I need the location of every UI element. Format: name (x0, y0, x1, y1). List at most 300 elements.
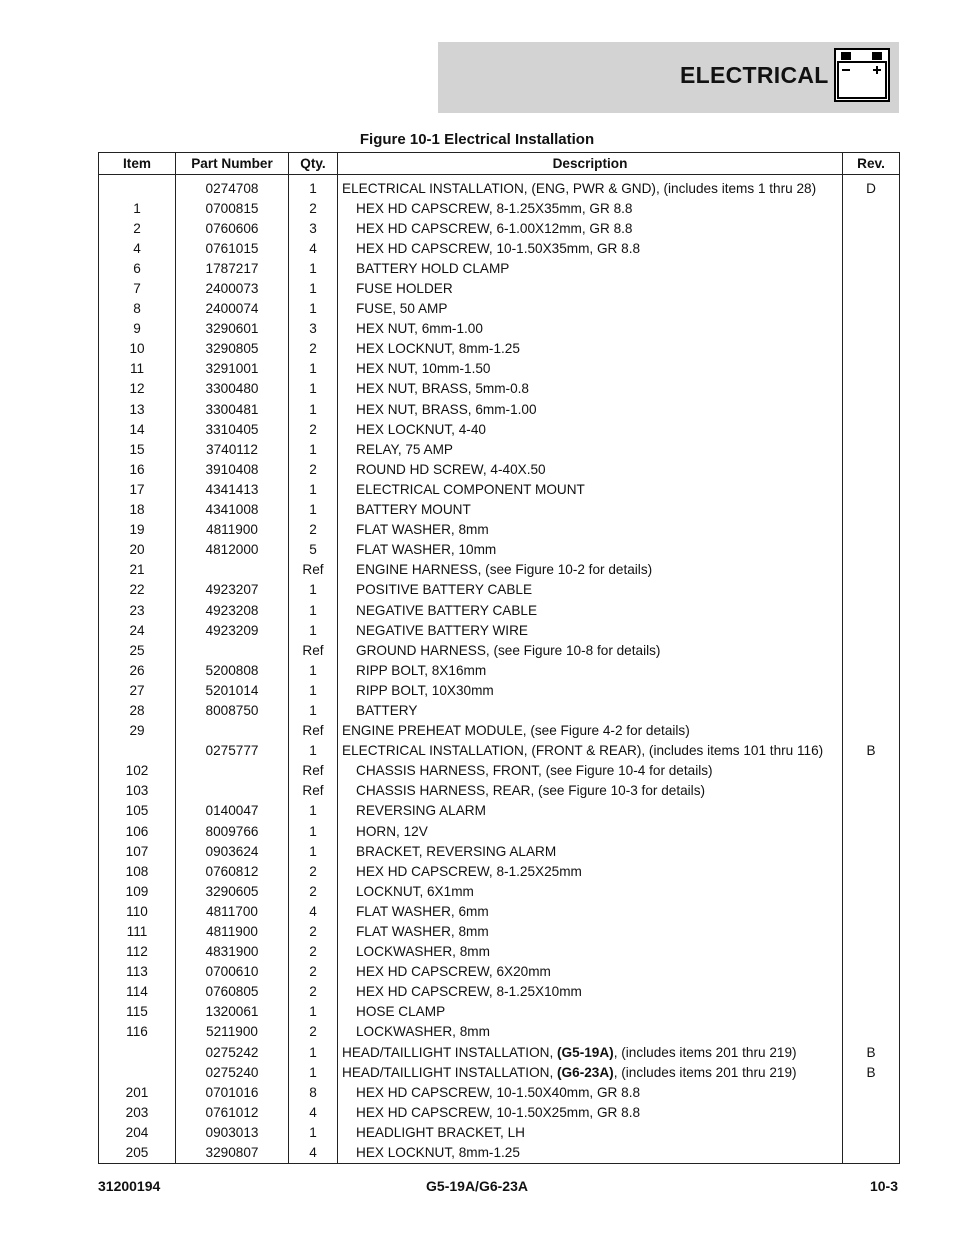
rev-cell (843, 379, 900, 399)
table-row (99, 379, 900, 399)
description-cell: HEX LOCKNUT, 8mm-1.25 (338, 339, 843, 359)
item-cell: 7 (99, 278, 176, 298)
description-cell: FLAT WASHER, 10mm (338, 540, 843, 560)
rev-cell (843, 319, 900, 339)
col-header-item: Item (99, 153, 176, 175)
description-cell: FLAT WASHER, 8mm (338, 520, 843, 540)
item-cell (99, 1062, 176, 1082)
part-number-cell: 8009766 (176, 821, 289, 841)
table-row (99, 721, 900, 741)
qty-cell: 1 (289, 1002, 338, 1022)
part-number-cell: 0760805 (176, 982, 289, 1002)
description-text: HEAD/TAILLIGHT INSTALLATION, (342, 1044, 558, 1060)
part-number-cell: 4923209 (176, 620, 289, 640)
part-number-cell (176, 721, 289, 741)
table-row (99, 801, 900, 821)
qty-cell: Ref (289, 640, 338, 660)
item-cell: 204 (99, 1122, 176, 1142)
part-number-cell (176, 560, 289, 580)
description-cell: ELECTRICAL INSTALLATION, (FRONT & REAR), (includes items 101 thru 116) (338, 741, 843, 761)
item-cell: 9 (99, 319, 176, 339)
qty-cell: 5 (289, 540, 338, 560)
rev-cell (843, 339, 900, 359)
part-number-cell (176, 781, 289, 801)
description-cell: RELAY, 75 AMP (338, 439, 843, 459)
qty-cell: 1 (289, 175, 338, 199)
table-row (99, 319, 900, 339)
table-row (99, 439, 900, 459)
qty-cell: 1 (289, 660, 338, 680)
description-cell: HEX NUT, 10mm-1.50 (338, 359, 843, 379)
description-cell (338, 1062, 843, 1082)
table-row (99, 198, 900, 218)
qty-cell: 1 (289, 600, 338, 620)
item-cell: 4 (99, 238, 176, 258)
description-cell: POSITIVE BATTERY CABLE (338, 580, 843, 600)
rev-cell (843, 841, 900, 861)
footer-doc-number: 31200194 (98, 1178, 161, 1194)
qty-cell: 1 (289, 299, 338, 319)
description-cell: FLAT WASHER, 6mm (338, 901, 843, 921)
item-cell: 110 (99, 901, 176, 921)
qty-cell: Ref (289, 560, 338, 580)
footer-page-number: 10-3 (869, 1178, 898, 1194)
rev-cell (843, 962, 900, 982)
table-row (99, 600, 900, 620)
item-cell: 10 (99, 339, 176, 359)
rev-cell (843, 660, 900, 680)
table-row (99, 459, 900, 479)
rev-cell (843, 761, 900, 781)
part-number-cell: 4812000 (176, 540, 289, 560)
table-row (99, 520, 900, 540)
qty-cell: 2 (289, 419, 338, 439)
rev-cell (843, 479, 900, 499)
table-row (99, 1062, 900, 1082)
description-cell: RIPP BOLT, 10X30mm (338, 680, 843, 700)
item-cell: 1 (99, 198, 176, 218)
col-header-rev: Rev. (843, 153, 900, 175)
description-cell: HEX HD CAPSCREW, 8-1.25X25mm (338, 861, 843, 881)
battery-icon (834, 48, 890, 102)
rev-cell (843, 1002, 900, 1022)
item-cell: 17 (99, 479, 176, 499)
table-row (99, 620, 900, 640)
qty-cell: 1 (289, 439, 338, 459)
rev-cell: B (843, 1042, 900, 1062)
qty-cell: 4 (289, 238, 338, 258)
part-number-cell: 4811900 (176, 921, 289, 941)
part-number-cell: 3300481 (176, 399, 289, 419)
part-number-cell: 1787217 (176, 258, 289, 278)
section-title: ELECTRICAL (680, 62, 829, 88)
table-row (99, 781, 900, 801)
item-cell: 201 (99, 1082, 176, 1102)
table-row (99, 540, 900, 560)
description-cell: CHASSIS HARNESS, FRONT, (see Figure 10-4 for details) (338, 761, 843, 781)
part-number-cell: 3290805 (176, 339, 289, 359)
description-cell: HEX NUT, BRASS, 6mm-1.00 (338, 399, 843, 419)
table-row (99, 278, 900, 298)
qty-cell: 1 (289, 479, 338, 499)
rev-cell (843, 359, 900, 379)
rev-cell (843, 680, 900, 700)
qty-cell: 1 (289, 580, 338, 600)
part-number-cell: 3290601 (176, 319, 289, 339)
rev-cell (843, 278, 900, 298)
item-cell: 11 (99, 359, 176, 379)
rev-cell (843, 600, 900, 620)
part-number-cell: 3300480 (176, 379, 289, 399)
description-cell: HEX LOCKNUT, 8mm-1.25 (338, 1143, 843, 1164)
item-cell: 20 (99, 540, 176, 560)
description-cell: HOSE CLAMP (338, 1002, 843, 1022)
rev-cell (843, 700, 900, 720)
rev-cell (843, 459, 900, 479)
table-row (99, 921, 900, 941)
description-cell: NEGATIVE BATTERY WIRE (338, 620, 843, 640)
description-cell: LOCKWASHER, 8mm (338, 942, 843, 962)
footer-model: G5-19A/G6-23A (426, 1178, 528, 1194)
qty-cell: 2 (289, 1022, 338, 1042)
rev-cell (843, 901, 900, 921)
item-cell: 27 (99, 680, 176, 700)
table-row (99, 640, 900, 660)
model-code: (G6-23A) (557, 1064, 614, 1080)
item-cell: 6 (99, 258, 176, 278)
rev-cell (843, 801, 900, 821)
rev-cell (843, 821, 900, 841)
item-cell: 28 (99, 700, 176, 720)
item-cell: 102 (99, 761, 176, 781)
rev-cell (843, 500, 900, 520)
item-cell (99, 1042, 176, 1062)
rev-cell (843, 1143, 900, 1164)
part-number-cell: 0760812 (176, 861, 289, 881)
description-cell: ENGINE PREHEAT MODULE, (see Figure 4-2 for details) (338, 721, 843, 741)
description-cell: HORN, 12V (338, 821, 843, 841)
table-header-row (99, 153, 900, 175)
description-cell: BATTERY (338, 700, 843, 720)
part-number-cell: 4923207 (176, 580, 289, 600)
part-number-cell: 0275240 (176, 1062, 289, 1082)
description-cell: HEX NUT, 6mm-1.00 (338, 319, 843, 339)
part-number-cell: 5211900 (176, 1022, 289, 1042)
item-cell: 13 (99, 399, 176, 419)
description-cell: RIPP BOLT, 8X16mm (338, 660, 843, 680)
qty-cell: 2 (289, 982, 338, 1002)
part-number-cell (176, 640, 289, 660)
item-cell (99, 175, 176, 199)
description-text: , (includes items 201 thru 219) (613, 1044, 797, 1060)
rev-cell (843, 640, 900, 660)
part-number-cell: 4341413 (176, 479, 289, 499)
table-row (99, 680, 900, 700)
qty-cell: 2 (289, 520, 338, 540)
description-cell: BRACKET, REVERSING ALARM (338, 841, 843, 861)
table-row (99, 580, 900, 600)
description-cell: HEX HD CAPSCREW, 8-1.25X35mm, GR 8.8 (338, 198, 843, 218)
qty-cell: 1 (289, 821, 338, 841)
part-number-cell: 3290605 (176, 881, 289, 901)
item-cell: 8 (99, 299, 176, 319)
rev-cell (843, 560, 900, 580)
table-row (99, 238, 900, 258)
description-cell: HEX HD CAPSCREW, 10-1.50X40mm, GR 8.8 (338, 1082, 843, 1102)
description-text: , (includes items 201 thru 219) (613, 1064, 797, 1080)
rev-cell (843, 721, 900, 741)
part-number-cell: 8008750 (176, 700, 289, 720)
item-cell: 109 (99, 881, 176, 901)
description-cell: HEADLIGHT BRACKET, LH (338, 1122, 843, 1142)
part-number-cell: 4811900 (176, 520, 289, 540)
rev-cell (843, 198, 900, 218)
qty-cell: 1 (289, 1122, 338, 1142)
table-row (99, 175, 900, 199)
item-cell: 26 (99, 660, 176, 680)
description-cell: HEX HD CAPSCREW, 8-1.25X10mm (338, 982, 843, 1002)
description-cell: HEX NUT, BRASS, 5mm-0.8 (338, 379, 843, 399)
rev-cell (843, 299, 900, 319)
qty-cell: 1 (289, 801, 338, 821)
table-row (99, 299, 900, 319)
item-cell: 103 (99, 781, 176, 801)
qty-cell: 1 (289, 700, 338, 720)
part-number-cell: 0903624 (176, 841, 289, 861)
rev-cell (843, 781, 900, 801)
table-row (99, 339, 900, 359)
table-row (99, 761, 900, 781)
table-row (99, 942, 900, 962)
table-row (99, 1042, 900, 1062)
table-row (99, 419, 900, 439)
table-row (99, 560, 900, 580)
item-cell: 22 (99, 580, 176, 600)
qty-cell: 2 (289, 921, 338, 941)
qty-cell: 2 (289, 339, 338, 359)
item-cell: 108 (99, 861, 176, 881)
description-cell: CHASSIS HARNESS, REAR, (see Figure 10-3 for details) (338, 781, 843, 801)
table-row (99, 359, 900, 379)
item-cell: 23 (99, 600, 176, 620)
part-number-cell: 0761015 (176, 238, 289, 258)
item-cell (99, 741, 176, 761)
part-number-cell: 3291001 (176, 359, 289, 379)
rev-cell (843, 419, 900, 439)
part-number-cell: 0903013 (176, 1122, 289, 1142)
part-number-cell: 1320061 (176, 1002, 289, 1022)
description-cell: GROUND HARNESS, (see Figure 10-8 for details) (338, 640, 843, 660)
qty-cell: 1 (289, 841, 338, 861)
qty-cell: 1 (289, 1042, 338, 1062)
qty-cell: Ref (289, 781, 338, 801)
description-cell: BATTERY MOUNT (338, 500, 843, 520)
part-number-cell: 0761012 (176, 1102, 289, 1122)
table-row (99, 479, 900, 499)
qty-cell: 2 (289, 198, 338, 218)
table-row (99, 901, 900, 921)
section-header-band (438, 42, 899, 113)
description-cell: ELECTRICAL COMPONENT MOUNT (338, 479, 843, 499)
qty-cell: 1 (289, 258, 338, 278)
part-number-cell: 0140047 (176, 801, 289, 821)
description-cell: BATTERY HOLD CLAMP (338, 258, 843, 278)
item-cell: 15 (99, 439, 176, 459)
item-cell: 115 (99, 1002, 176, 1022)
description-cell: LOCKWASHER, 8mm (338, 1022, 843, 1042)
part-number-cell: 0700815 (176, 198, 289, 218)
table-row (99, 861, 900, 881)
parts-table (98, 152, 900, 1164)
table-row (99, 399, 900, 419)
table-row (99, 1022, 900, 1042)
part-number-cell: 2400074 (176, 299, 289, 319)
rev-cell (843, 1122, 900, 1142)
rev-cell (843, 620, 900, 640)
item-cell: 29 (99, 721, 176, 741)
qty-cell: 1 (289, 620, 338, 640)
rev-cell (843, 540, 900, 560)
description-cell: REVERSING ALARM (338, 801, 843, 821)
table-row (99, 1002, 900, 1022)
model-code: (G5-19A) (557, 1044, 614, 1060)
col-header-description: Description (338, 153, 843, 175)
qty-cell: Ref (289, 761, 338, 781)
item-cell: 16 (99, 459, 176, 479)
item-cell: 112 (99, 942, 176, 962)
item-cell: 105 (99, 801, 176, 821)
rev-cell (843, 1082, 900, 1102)
item-cell: 25 (99, 640, 176, 660)
part-number-cell: 0275777 (176, 741, 289, 761)
part-number-cell: 4923208 (176, 600, 289, 620)
table-row (99, 660, 900, 680)
description-cell: HEX HD CAPSCREW, 6-1.00X12mm, GR 8.8 (338, 218, 843, 238)
part-number-cell: 0275242 (176, 1042, 289, 1062)
qty-cell: 1 (289, 741, 338, 761)
qty-cell: 2 (289, 942, 338, 962)
table-row (99, 1102, 900, 1122)
part-number-cell (176, 761, 289, 781)
description-cell (338, 1042, 843, 1062)
rev-cell (843, 982, 900, 1002)
description-cell: LOCKNUT, 6X1mm (338, 881, 843, 901)
part-number-cell: 4811700 (176, 901, 289, 921)
table-row (99, 962, 900, 982)
description-text: HEAD/TAILLIGHT INSTALLATION, (342, 1064, 558, 1080)
rev-cell (843, 258, 900, 278)
table-row (99, 741, 900, 761)
item-cell: 113 (99, 962, 176, 982)
description-cell: FLAT WASHER, 8mm (338, 921, 843, 941)
description-cell: ENGINE HARNESS, (see Figure 10-2 for details) (338, 560, 843, 580)
figure-title: Figure 10-1 Electrical Installation (359, 131, 595, 148)
description-cell: HEX HD CAPSCREW, 10-1.50X25mm, GR 8.8 (338, 1102, 843, 1122)
rev-cell (843, 399, 900, 419)
part-number-cell: 4831900 (176, 942, 289, 962)
part-number-cell: 3910408 (176, 459, 289, 479)
table-row (99, 1122, 900, 1142)
part-number-cell: 0701016 (176, 1082, 289, 1102)
item-cell: 19 (99, 520, 176, 540)
table-row (99, 500, 900, 520)
qty-cell: 1 (289, 680, 338, 700)
rev-cell: B (843, 1062, 900, 1082)
table-row (99, 258, 900, 278)
table-row (99, 218, 900, 238)
item-cell: 205 (99, 1143, 176, 1164)
table-row (99, 982, 900, 1002)
part-number-cell: 0700610 (176, 962, 289, 982)
qty-cell: 3 (289, 319, 338, 339)
qty-cell: Ref (289, 721, 338, 741)
qty-cell: 3 (289, 218, 338, 238)
qty-cell: 1 (289, 1062, 338, 1082)
description-cell: HEX HD CAPSCREW, 6X20mm (338, 962, 843, 982)
qty-cell: 1 (289, 278, 338, 298)
part-number-cell: 0760606 (176, 218, 289, 238)
table-row (99, 881, 900, 901)
part-number-cell: 5201014 (176, 680, 289, 700)
table-row (99, 821, 900, 841)
item-cell: 203 (99, 1102, 176, 1122)
item-cell: 24 (99, 620, 176, 640)
item-cell: 2 (99, 218, 176, 238)
part-number-cell: 4341008 (176, 500, 289, 520)
qty-cell: 4 (289, 901, 338, 921)
description-cell: ROUND HD SCREW, 4-40X.50 (338, 459, 843, 479)
qty-cell: 2 (289, 962, 338, 982)
rev-cell (843, 861, 900, 881)
part-number-cell: 3310405 (176, 419, 289, 439)
description-cell: HEX LOCKNUT, 4-40 (338, 419, 843, 439)
description-cell: ELECTRICAL INSTALLATION, (ENG, PWR & GND), (includes items 1 thru 28) (338, 175, 843, 199)
part-number-cell: 3740112 (176, 439, 289, 459)
rev-cell (843, 520, 900, 540)
col-header-qty: Qty. (289, 153, 338, 175)
description-cell: FUSE, 50 AMP (338, 299, 843, 319)
rev-cell (843, 238, 900, 258)
table-row (99, 1143, 900, 1164)
item-cell: 21 (99, 560, 176, 580)
qty-cell: 8 (289, 1082, 338, 1102)
item-cell: 107 (99, 841, 176, 861)
rev-cell (843, 218, 900, 238)
item-cell: 114 (99, 982, 176, 1002)
rev-cell: B (843, 741, 900, 761)
item-cell: 18 (99, 500, 176, 520)
qty-cell: 2 (289, 459, 338, 479)
qty-cell: 1 (289, 379, 338, 399)
description-cell: HEX HD CAPSCREW, 10-1.50X35mm, GR 8.8 (338, 238, 843, 258)
qty-cell: 2 (289, 861, 338, 881)
item-cell: 106 (99, 821, 176, 841)
col-header-part-number: Part Number (176, 153, 289, 175)
description-cell: FUSE HOLDER (338, 278, 843, 298)
item-cell: 116 (99, 1022, 176, 1042)
part-number-cell: 5200808 (176, 660, 289, 680)
qty-cell: 1 (289, 359, 338, 379)
qty-cell: 1 (289, 500, 338, 520)
rev-cell (843, 921, 900, 941)
rev-cell (843, 439, 900, 459)
part-number-cell: 2400073 (176, 278, 289, 298)
part-number-cell: 0274708 (176, 175, 289, 199)
rev-cell (843, 881, 900, 901)
description-cell: NEGATIVE BATTERY CABLE (338, 600, 843, 620)
rev-cell (843, 1022, 900, 1042)
qty-cell: 1 (289, 399, 338, 419)
